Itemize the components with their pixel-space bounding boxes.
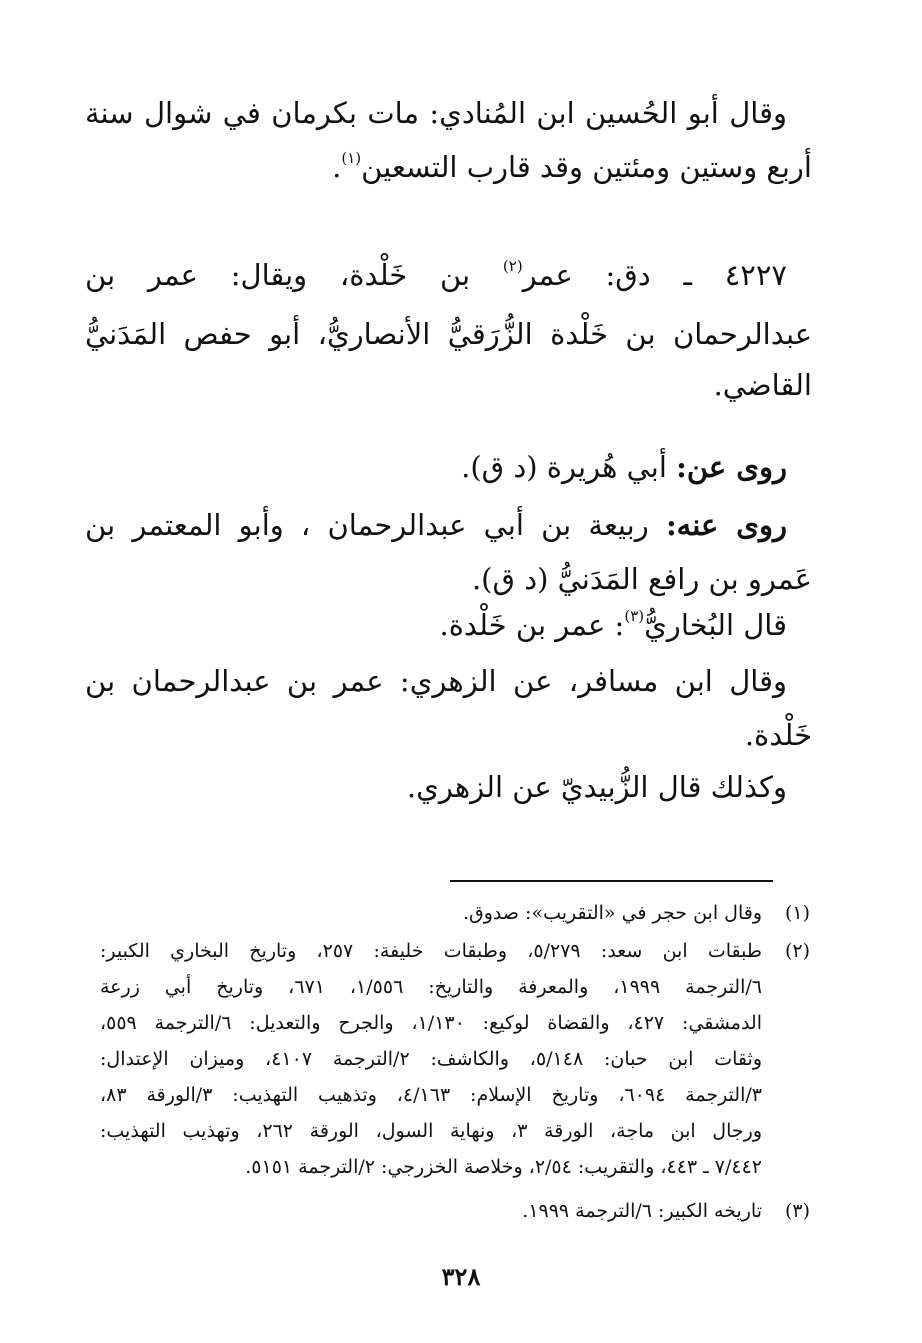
rawa-an-label: روى عن: bbox=[676, 450, 787, 484]
rawa-anhu-line bbox=[85, 508, 787, 543]
text-segment: قال البُخاريُّ bbox=[644, 608, 787, 642]
footnote-number: (٣) bbox=[784, 1200, 810, 1222]
text-segment: ربيعة بن أبي عبدالرحمان ، وأبو المعتمر بن bbox=[85, 508, 649, 542]
footnote-text: طبقات ابن سعد: ٥/٢٧٩، وطبقات خليفة: ٢٥٧، وتاريخ البخاري الكبير: bbox=[100, 940, 762, 962]
text-segment: . bbox=[332, 150, 342, 184]
bukhari-line bbox=[85, 608, 787, 643]
rawa-anhu-label: روى عنه: bbox=[665, 508, 787, 542]
footnote-text: وثقات ابن حبان: ٥/١٤٨، والكاشف: ٢/الترجمة ٤١٠٧، وميزان الإعتدال: bbox=[100, 1048, 762, 1070]
footnote-separator bbox=[450, 880, 773, 882]
footnote-text: الدمشقي: ٤٢٧، والقضاة لوكيع: ١/١٣٠، والجرح والتعديل: ٦/الترجمة ٥٥٩، bbox=[100, 1012, 762, 1034]
text-line: وكذلك قال الزُّبيديّ عن الزهري. bbox=[406, 770, 787, 804]
footnote-text: ٣/الترجمة ٦٠٩٤، وتاريخ الإسلام: ٤/١٦٣، وتذهيب التهذيب: ٣/الورقة ٨٣، bbox=[100, 1084, 762, 1106]
footnote-ref: (١) bbox=[341, 149, 362, 167]
footnote-text: تاريخه الكبير: ٦/الترجمة ١٩٩٩. bbox=[522, 1200, 762, 1222]
footnote-text: ٦/الترجمة ١٩٩٩، والمعرفة والتاريخ: ١/٥٥٦، ٦٧١، وتاريخ أبي زرعة bbox=[100, 976, 762, 998]
footnote-ref: (٢) bbox=[502, 257, 523, 275]
text-line: وقال ابن مسافر، عن الزهري: عمر بن عبدالرحمان بن bbox=[85, 664, 787, 698]
text-segment: : عمر بن خَلْدة. bbox=[439, 608, 625, 642]
rawa-an-line bbox=[85, 450, 787, 485]
text-segment: أبي هُريرة (د ق). bbox=[461, 450, 667, 484]
footnote-text: ٧/٤٤٢ ـ ٤٤٣، والتقريب: ٢/٥٤، وخلاصة الخزرجي: ٢/الترجمة ٥١٥١. bbox=[245, 1156, 762, 1178]
text-line: عبدالرحمان بن خَلْدة الزُّرَقيُّ الأنصاريُّ، أبو حفص المَدَنيُّ bbox=[85, 317, 812, 351]
entry-heading-line bbox=[85, 258, 787, 293]
footnote-text: ورجال ابن ماجة، الورقة ٣، ونهاية السول، الورقة ٢٦٢، وتهذيب التهذيب: bbox=[100, 1120, 762, 1142]
entry-number-and-name: ٤٢٢٧ ـ دق: عمر bbox=[522, 258, 788, 292]
page-number: ٣٢٨ bbox=[441, 1262, 481, 1291]
text-line bbox=[85, 150, 812, 185]
text-line: وقال أبو الحُسين ابن المُنادي: مات بكرمان في شوال سنة bbox=[85, 96, 787, 130]
text-line: خَلْدة. bbox=[744, 718, 812, 752]
footnote-number: (٢) bbox=[784, 940, 810, 962]
footnote-number: (١) bbox=[784, 902, 810, 924]
footnote-text: وقال ابن حجر في «التقريب»: صدوق. bbox=[462, 902, 762, 924]
text-segment: بن خَلْدة، ويقال: عمر بن bbox=[85, 258, 471, 292]
text-line: عَمرو بن رافع المَدَنيُّ (د ق). bbox=[471, 562, 812, 596]
text-segment: أربع وستين ومئتين وقد قارب التسعين bbox=[361, 150, 812, 184]
text-line: القاضي. bbox=[713, 368, 812, 402]
footnote-ref: (٣) bbox=[624, 607, 645, 625]
